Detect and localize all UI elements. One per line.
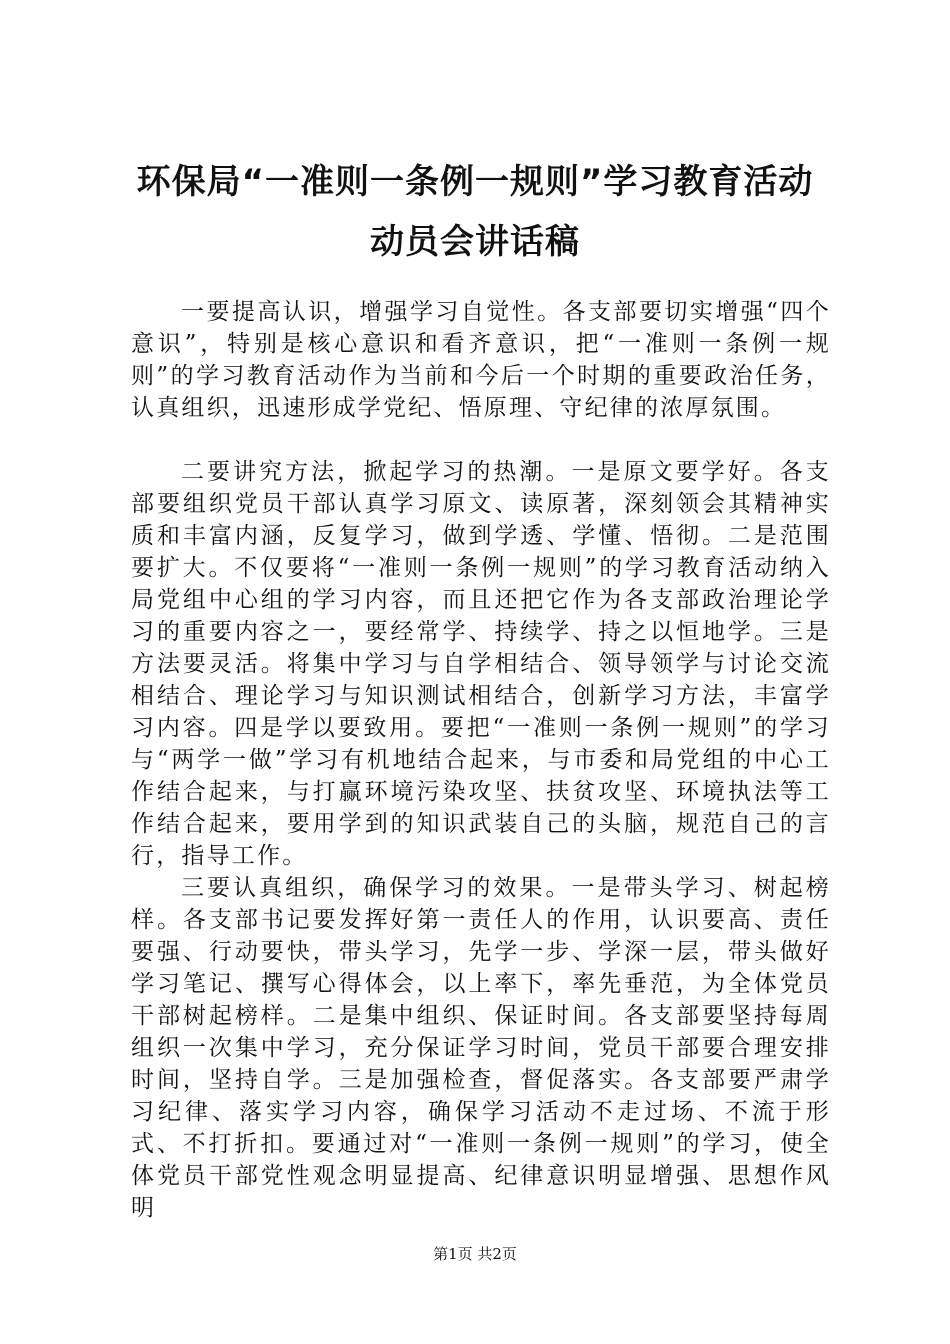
- paragraph-spacer: [131, 424, 831, 456]
- page-number-footer: 第1页 共2页: [433, 1245, 517, 1263]
- document-title-line-1: 环保局“一准则一条例一规则”学习教育活动: [136, 162, 814, 202]
- paragraph-1: 一要提高认识，增强学习自觉性。各支部要切实增强“四个意识”，特别是核心意识和看齐意识，把“一准则一条例一规则”的学习教育活动作为当前和今后一个时期的重要政治任务，认真组织，迅速形成学党纪、悟原理、守纪律的浓厚氛围。: [131, 299, 831, 421]
- document-body: [131, 296, 831, 1224]
- paragraph-3: 三要认真组织，确保学习的效果。一是带头学习、树起榜样。各支部书记要发挥好第一责任人的作用，认识要高、责任要强、行动要快，带头学习，先学一步、学深一层，带头做好学习笔记、撰写心得体会，以上率下，率先垂范，为全体党员干部树起榜样。二是集中组织、保证时间。各支部要坚持每周组织一次集中学习，充分保证学习时间，党员干部要合理安排时间，坚持自学。三是加强检查，督促落实。各支部要严肃学习纪律、落实学习内容，确保学习活动不走过场、不流于形式、不打折扣。要通过对“一准则一条例一规则”的学习，使全体党员干部党性观念明显提高、纪律意识明显增强、思想作风明: [131, 875, 831, 1221]
- paragraph-2: 二要讲究方法，掀起学习的热潮。一是原文要学好。各支部要组织党员干部认真学习原文、读原著，深刻领会其精神实质和丰富内涵，反复学习，做到学透、学懂、悟彻。二是范围要扩大。不仅要将“一准则一条例一规则”的学习教育活动纳入局党组中心组的学习内容，而且还把它作为各支部政治理论学习的重要内容之一，要经常学、持续学、持之以恒地学。三是方法要灵活。将集中学习与自学相结合、领导领学与讨论交流相结合、理论学习与知识测试相结合，创新学习方法，丰富学习内容。四是学以要致用。要把“一准则一条例一规则”的学习与“两学一做”学习有机地结合起来，与市委和局党组的中心工作结合起来，与打赢环境污染攻坚、扶贫攻坚、环境执法等工作结合起来，要用学到的知识武装自己的头脑，规范自己的言行，指导工作。: [131, 459, 831, 869]
- document-title-line-2: 动员会讲话稿: [370, 222, 580, 262]
